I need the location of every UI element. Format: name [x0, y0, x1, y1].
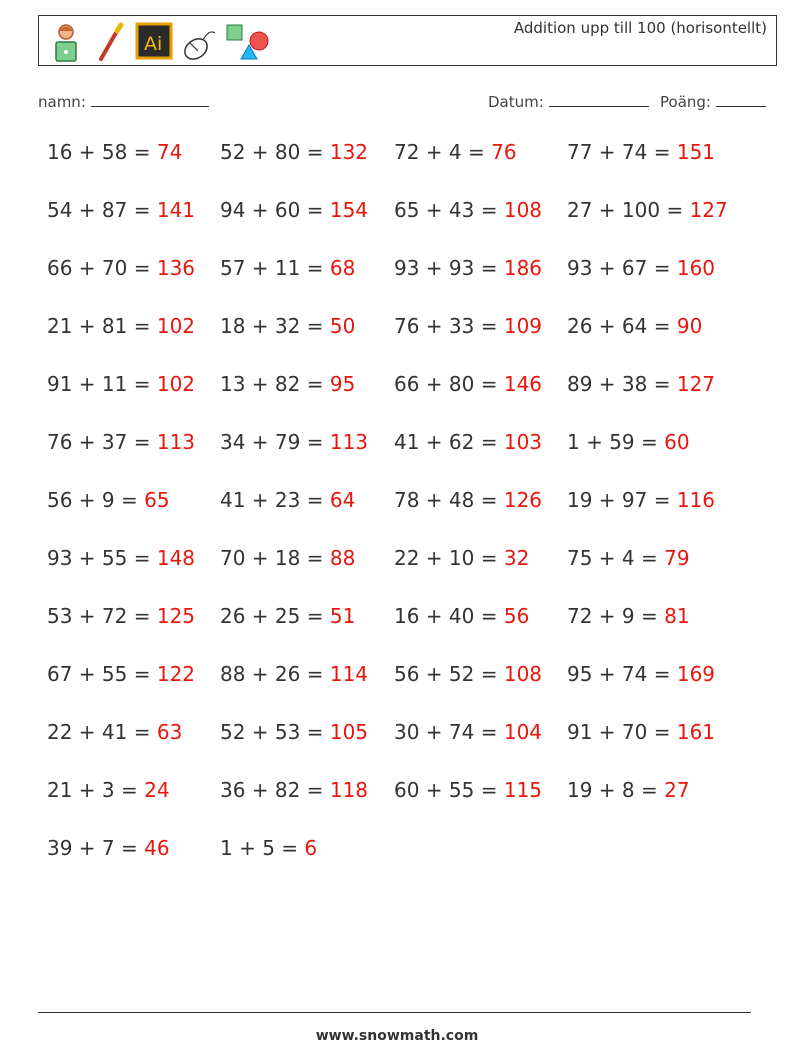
problem-question: 89 + 38 = — [567, 372, 677, 396]
shapes-icon — [223, 21, 269, 63]
problem-item — [47, 836, 170, 860]
problem-answer: 151 — [676, 140, 716, 164]
problem-question: 76 + 37 = — [47, 430, 157, 454]
problem-answer: 81 — [664, 604, 690, 628]
date-field — [488, 93, 649, 111]
problem-answer: 6 — [304, 836, 318, 860]
problem-answer: 127 — [676, 372, 716, 396]
problem-answer: 114 — [329, 662, 369, 686]
mouse-icon — [179, 21, 217, 63]
problem-item — [220, 256, 355, 280]
problem-item — [394, 488, 542, 512]
problem-item — [47, 720, 182, 744]
worksheet-title: Addition upp till 100 (horisontellt) — [513, 19, 767, 37]
problem-answer: 154 — [329, 198, 369, 222]
problem-answer: 115 — [503, 778, 543, 802]
problem-question: 78 + 48 = — [394, 488, 504, 512]
problem-item — [394, 546, 529, 570]
problem-answer: 109 — [503, 314, 543, 338]
problem-answer: 113 — [329, 430, 369, 454]
problem-answer: 95 — [329, 372, 356, 396]
problem-question: 93 + 67 = — [567, 256, 677, 280]
problem-answer: 50 — [329, 314, 356, 338]
problem-answer: 65 — [144, 488, 170, 512]
problem-question: 57 + 11 = — [220, 256, 330, 280]
date-line — [549, 94, 649, 107]
problem-question: 66 + 80 = — [394, 372, 504, 396]
name-label: namn: — [38, 93, 86, 111]
problem-answer: 125 — [156, 604, 196, 628]
problem-answer: 169 — [676, 662, 716, 686]
problem-item — [220, 778, 368, 802]
problem-item — [47, 488, 170, 512]
problem-item — [220, 488, 355, 512]
problem-item — [394, 720, 542, 744]
problem-question: 22 + 41 = — [47, 720, 157, 744]
problem-item — [567, 546, 690, 570]
problem-question: 16 + 58 = — [47, 140, 157, 164]
problem-item — [394, 778, 542, 802]
problem-question: 70 + 18 = — [220, 546, 330, 570]
problem-answer: 113 — [156, 430, 196, 454]
problem-question: 19 + 97 = — [567, 488, 677, 512]
problem-item — [220, 662, 368, 686]
problem-answer: 24 — [144, 778, 170, 802]
problem-item — [220, 836, 317, 860]
problem-item — [394, 140, 517, 164]
problem-item — [220, 372, 355, 396]
problem-question: 75 + 4 = — [567, 546, 665, 570]
teacher-icon — [47, 21, 85, 63]
problem-item — [220, 140, 368, 164]
problem-item — [394, 662, 542, 686]
problem-answer: 51 — [329, 604, 356, 628]
problem-question: 91 + 70 = — [567, 720, 677, 744]
problem-answer: 127 — [689, 198, 728, 222]
problem-item — [47, 256, 195, 280]
problem-answer: 141 — [156, 198, 196, 222]
problem-item — [394, 314, 542, 338]
problem-answer: 186 — [503, 256, 543, 280]
header-icons — [47, 20, 269, 64]
problem-question: 56 + 9 = — [47, 488, 145, 512]
problem-item — [47, 604, 195, 628]
problem-question: 36 + 82 = — [220, 778, 330, 802]
problem-question: 72 + 4 = — [394, 140, 492, 164]
problem-item — [220, 430, 368, 454]
problem-answer: 103 — [503, 430, 543, 454]
problem-answer: 118 — [329, 778, 369, 802]
problem-item — [394, 198, 542, 222]
problem-answer: 116 — [676, 488, 716, 512]
problem-question: 67 + 55 = — [47, 662, 157, 686]
problem-item — [220, 314, 355, 338]
problem-item — [394, 430, 542, 454]
problem-question: 26 + 25 = — [220, 604, 330, 628]
footer-url: www.snowmath.com — [315, 1028, 479, 1044]
problem-item — [567, 314, 702, 338]
problem-question: 95 + 74 = — [567, 662, 677, 686]
problem-answer: 76 — [491, 140, 517, 164]
problem-item — [567, 604, 690, 628]
problem-question: 21 + 3 = — [47, 778, 145, 802]
problem-answer: 122 — [156, 662, 196, 686]
problem-question: 41 + 23 = — [220, 488, 330, 512]
problem-question: 72 + 9 = — [567, 604, 665, 628]
problem-item — [567, 256, 715, 280]
problem-question: 26 + 64 = — [567, 314, 677, 338]
problem-question: 1 + 59 = — [567, 430, 665, 454]
problem-question: 18 + 32 = — [220, 314, 330, 338]
problem-answer: 56 — [503, 604, 530, 628]
problem-item — [47, 430, 195, 454]
problem-question: 19 + 8 = — [567, 778, 665, 802]
problem-answer: 160 — [676, 256, 716, 280]
problem-item — [567, 140, 715, 164]
problem-item — [47, 778, 170, 802]
problem-question: 66 + 70 = — [47, 256, 157, 280]
problem-question: 60 + 55 = — [394, 778, 504, 802]
svg-text:Ai: Ai — [144, 33, 163, 55]
problem-answer: 46 — [144, 836, 170, 860]
problem-item — [567, 662, 715, 686]
problem-question: 41 + 62 = — [394, 430, 504, 454]
problem-item — [567, 372, 715, 396]
problem-answer: 79 — [664, 546, 690, 570]
problem-item — [220, 546, 355, 570]
problem-answer: 102 — [156, 372, 196, 396]
score-field — [660, 93, 766, 111]
problem-answer: 148 — [156, 546, 196, 570]
problem-question: 13 + 82 = — [220, 372, 330, 396]
problem-answer: 108 — [503, 662, 543, 686]
problem-question: 65 + 43 = — [394, 198, 504, 222]
problem-answer: 27 — [664, 778, 690, 802]
header-box — [38, 15, 777, 66]
problem-item — [567, 778, 690, 802]
problem-answer: 102 — [156, 314, 196, 338]
problem-item — [220, 604, 355, 628]
problem-question: 93 + 93 = — [394, 256, 504, 280]
footer-divider — [38, 1012, 751, 1013]
problem-item — [567, 720, 715, 744]
problem-question: 91 + 11 = — [47, 372, 157, 396]
problem-answer: 108 — [503, 198, 543, 222]
problem-question: 88 + 26 = — [220, 662, 330, 686]
problem-item — [47, 662, 195, 686]
problem-item — [47, 372, 195, 396]
problem-question: 76 + 33 = — [394, 314, 504, 338]
problem-item — [220, 720, 368, 744]
problem-item — [394, 372, 542, 396]
problem-question: 21 + 81 = — [47, 314, 157, 338]
problem-answer: 132 — [329, 140, 369, 164]
problem-item — [47, 546, 195, 570]
problem-question: 54 + 87 = — [47, 198, 157, 222]
problem-question: 22 + 10 = — [394, 546, 504, 570]
problem-answer: 64 — [329, 488, 356, 512]
problem-answer: 68 — [329, 256, 356, 280]
problem-item — [394, 256, 542, 280]
problem-answer: 126 — [503, 488, 543, 512]
problem-question: 27 + 100 = — [567, 198, 690, 222]
problem-question: 52 + 80 = — [220, 140, 330, 164]
problem-answer: 90 — [676, 314, 703, 338]
problem-question: 16 + 40 = — [394, 604, 504, 628]
date-label: Datum: — [488, 93, 544, 111]
name-field — [38, 93, 209, 111]
problem-answer: 60 — [664, 430, 690, 454]
problem-item — [220, 198, 368, 222]
paintbrush-icon — [91, 21, 129, 63]
problem-question: 1 + 5 = — [220, 836, 305, 860]
problem-item — [47, 140, 182, 164]
problem-item — [47, 314, 195, 338]
problem-item — [47, 198, 195, 222]
problem-answer: 63 — [156, 720, 183, 744]
problem-answer: 104 — [503, 720, 543, 744]
problem-question: 93 + 55 = — [47, 546, 157, 570]
problem-question: 56 + 52 = — [394, 662, 504, 686]
problem-answer: 136 — [156, 256, 196, 280]
illustrator-icon — [135, 21, 173, 63]
problem-question: 94 + 60 = — [220, 198, 330, 222]
problem-answer: 161 — [676, 720, 716, 744]
problem-answer: 32 — [503, 546, 530, 570]
problem-question: 34 + 79 = — [220, 430, 330, 454]
problem-question: 77 + 74 = — [567, 140, 677, 164]
problem-question: 53 + 72 = — [47, 604, 157, 628]
problem-item — [394, 604, 529, 628]
problem-answer: 74 — [156, 140, 183, 164]
score-label: Poäng: — [660, 93, 711, 111]
problem-question: 39 + 7 = — [47, 836, 145, 860]
problem-answer: 88 — [329, 546, 356, 570]
problem-item — [567, 198, 728, 222]
problem-answer: 146 — [503, 372, 543, 396]
name-line — [91, 94, 209, 107]
problem-item — [567, 430, 690, 454]
problem-answer: 105 — [329, 720, 369, 744]
score-line — [716, 94, 766, 107]
problem-question: 30 + 74 = — [394, 720, 504, 744]
problem-item — [567, 488, 715, 512]
problem-question: 52 + 53 = — [220, 720, 330, 744]
